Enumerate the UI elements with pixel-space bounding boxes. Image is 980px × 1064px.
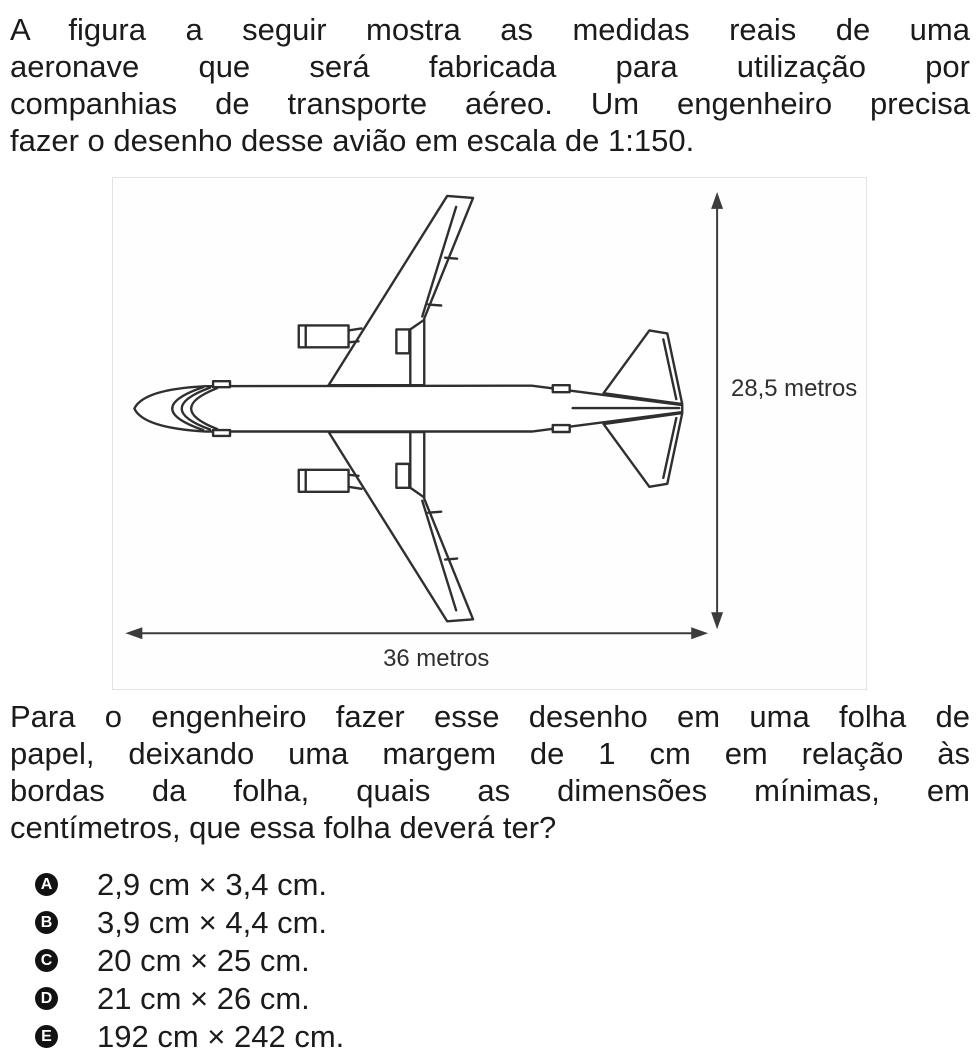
airplane-bottom-half — [299, 413, 682, 621]
door — [213, 430, 230, 436]
prompt-line-4: centímetros, que essa folha deverá ter? — [10, 810, 557, 845]
option-d-text: 21 cm × 26 cm. — [97, 981, 310, 1016]
airplane-drawing — [134, 196, 682, 621]
width-dimension-label: 36 metros — [383, 645, 490, 673]
option-d-badge: D — [35, 987, 58, 1010]
vertical-dimension-arrow — [711, 192, 723, 629]
door — [553, 385, 570, 392]
intro-paragraph — [10, 11, 970, 159]
prompt-line-3: bordas da folha, quais as dimensões mínimas, em — [10, 773, 970, 808]
intro-line-3: companhias de transporte aéreo. Um engenheiro precisa — [10, 86, 970, 121]
flap-track-tick — [428, 305, 441, 306]
prompt-line-1: Para o engenheiro fazer esse desenho em uma folha de — [10, 699, 970, 734]
option-e-text: 192 cm × 242 cm. — [97, 1019, 345, 1054]
intro-line-4: fazer o desenho desse avião em escala de 1:150. — [10, 123, 695, 158]
option-c-text: 20 cm × 25 cm. — [97, 943, 310, 978]
option-a-text: 2,9 cm × 3,4 cm. — [97, 867, 328, 902]
option-c-badge: C — [35, 949, 58, 972]
option-a-badge: A — [35, 873, 58, 896]
door — [553, 425, 570, 432]
option-b[interactable] — [0, 904, 980, 942]
options-list — [0, 866, 980, 1056]
option-a[interactable] — [0, 866, 980, 904]
option-d[interactable] — [0, 980, 980, 1018]
flap-track-tick — [445, 258, 457, 259]
horizontal-dimension-arrow — [125, 627, 708, 639]
option-e[interactable] — [0, 1018, 980, 1056]
prompt-line-2: papel, deixando uma margem de 1 cm em relação às — [10, 736, 970, 771]
airplane-figure-svg — [113, 178, 866, 689]
wing-flap-box — [396, 329, 409, 353]
option-c[interactable] — [0, 942, 980, 980]
option-b-badge: B — [35, 911, 58, 934]
option-e-badge: E — [35, 1025, 58, 1048]
prompt-paragraph — [10, 698, 970, 846]
height-dimension-label: 28,5 metros — [731, 375, 858, 403]
door — [213, 381, 230, 387]
intro-line-1: A figura a seguir mostra as medidas reais de uma — [10, 12, 970, 47]
engine-pylon — [349, 341, 359, 342]
option-b-text: 3,9 cm × 4,4 cm. — [97, 905, 328, 940]
airplane-top-half — [299, 196, 682, 404]
intro-line-2: aeronave que será fabricada para utilização por — [10, 49, 970, 84]
engine-pylon — [349, 328, 362, 330]
airplane-figure — [112, 177, 867, 690]
